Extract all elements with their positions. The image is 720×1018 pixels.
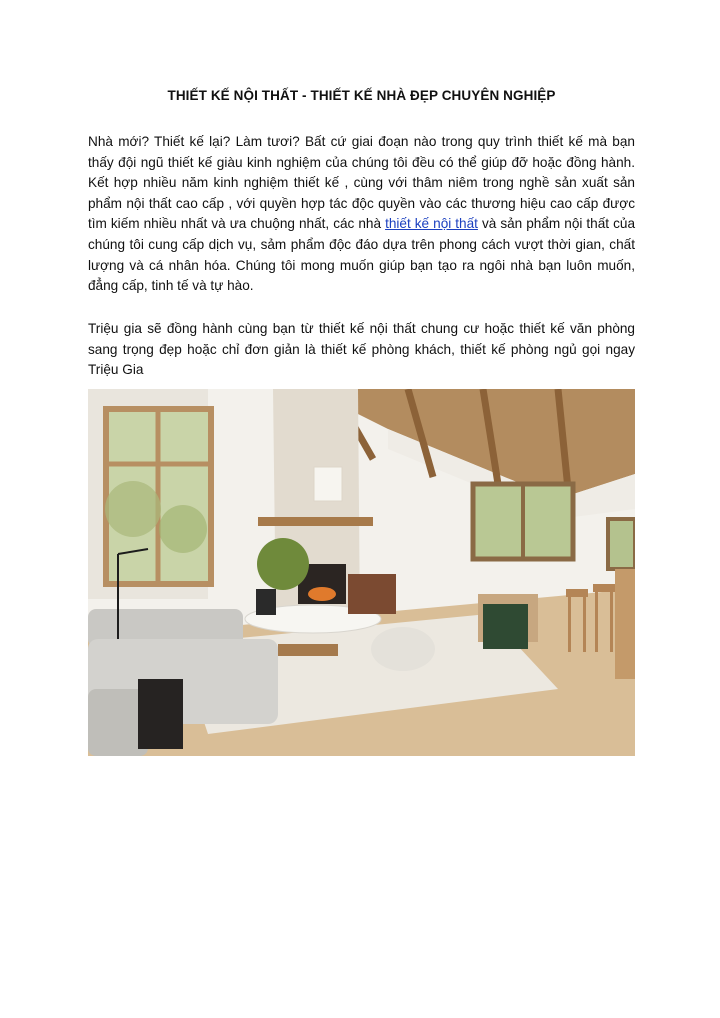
interior-design-link[interactable]: thiết kế nội thất — [385, 216, 478, 232]
intro-text-before-link: Nhà mới? Thiết kế lại? Làm tươi? Bất cứ giai đoạn nào trong quy trình thiết kế mà bạn thấy đội ngũ thiết kế giàu kinh nghiệm của chúng tôi đều có thể giúp đỡ hoặc đồng hành. Kết hợp nhiều năm kinh nghiệm thiết kế , cùng với thâm niêm trong nghề sản xuất sản phẩm nội thất cao cấp , với quyền hợp tác độc quyền vào các thương hiệu cao cấp được tìm kiếm nhiều nhất và ưa chuộng nhất, các nhà — [88, 134, 635, 232]
contact-paragraph: Triệu gia sẽ đồng hành cùng bạn từ thiết kế nội thất chung cư hoặc thiết kế văn phòng sang trọng đẹp hoặc chỉ đơn giản là thiết kế phòng khách, thiết kế phòng ngủ gọi ngay Triệu Gia — [88, 321, 635, 378]
intro-paragraph — [88, 132, 635, 297]
intro-text-after-link: và sản phẩm nội thất của chúng tôi cung cấp dịch vụ, sảm phẩm độc đáo dựa trên phong cách vượt thời gian, chất lượng và cá nhân hóa. Chúng tôi mong muốn giúp bạn tạo ra ngôi nhà bạn luôn muốn, đẳng cấp, tinh tế và tự hào. — [88, 216, 636, 294]
living-room-photo — [88, 389, 635, 756]
document-title: THIẾT KẾ NỘI THẤT - THIẾT KẾ NHÀ ĐẸP CHUYÊN NGHIỆP — [167, 88, 556, 103]
